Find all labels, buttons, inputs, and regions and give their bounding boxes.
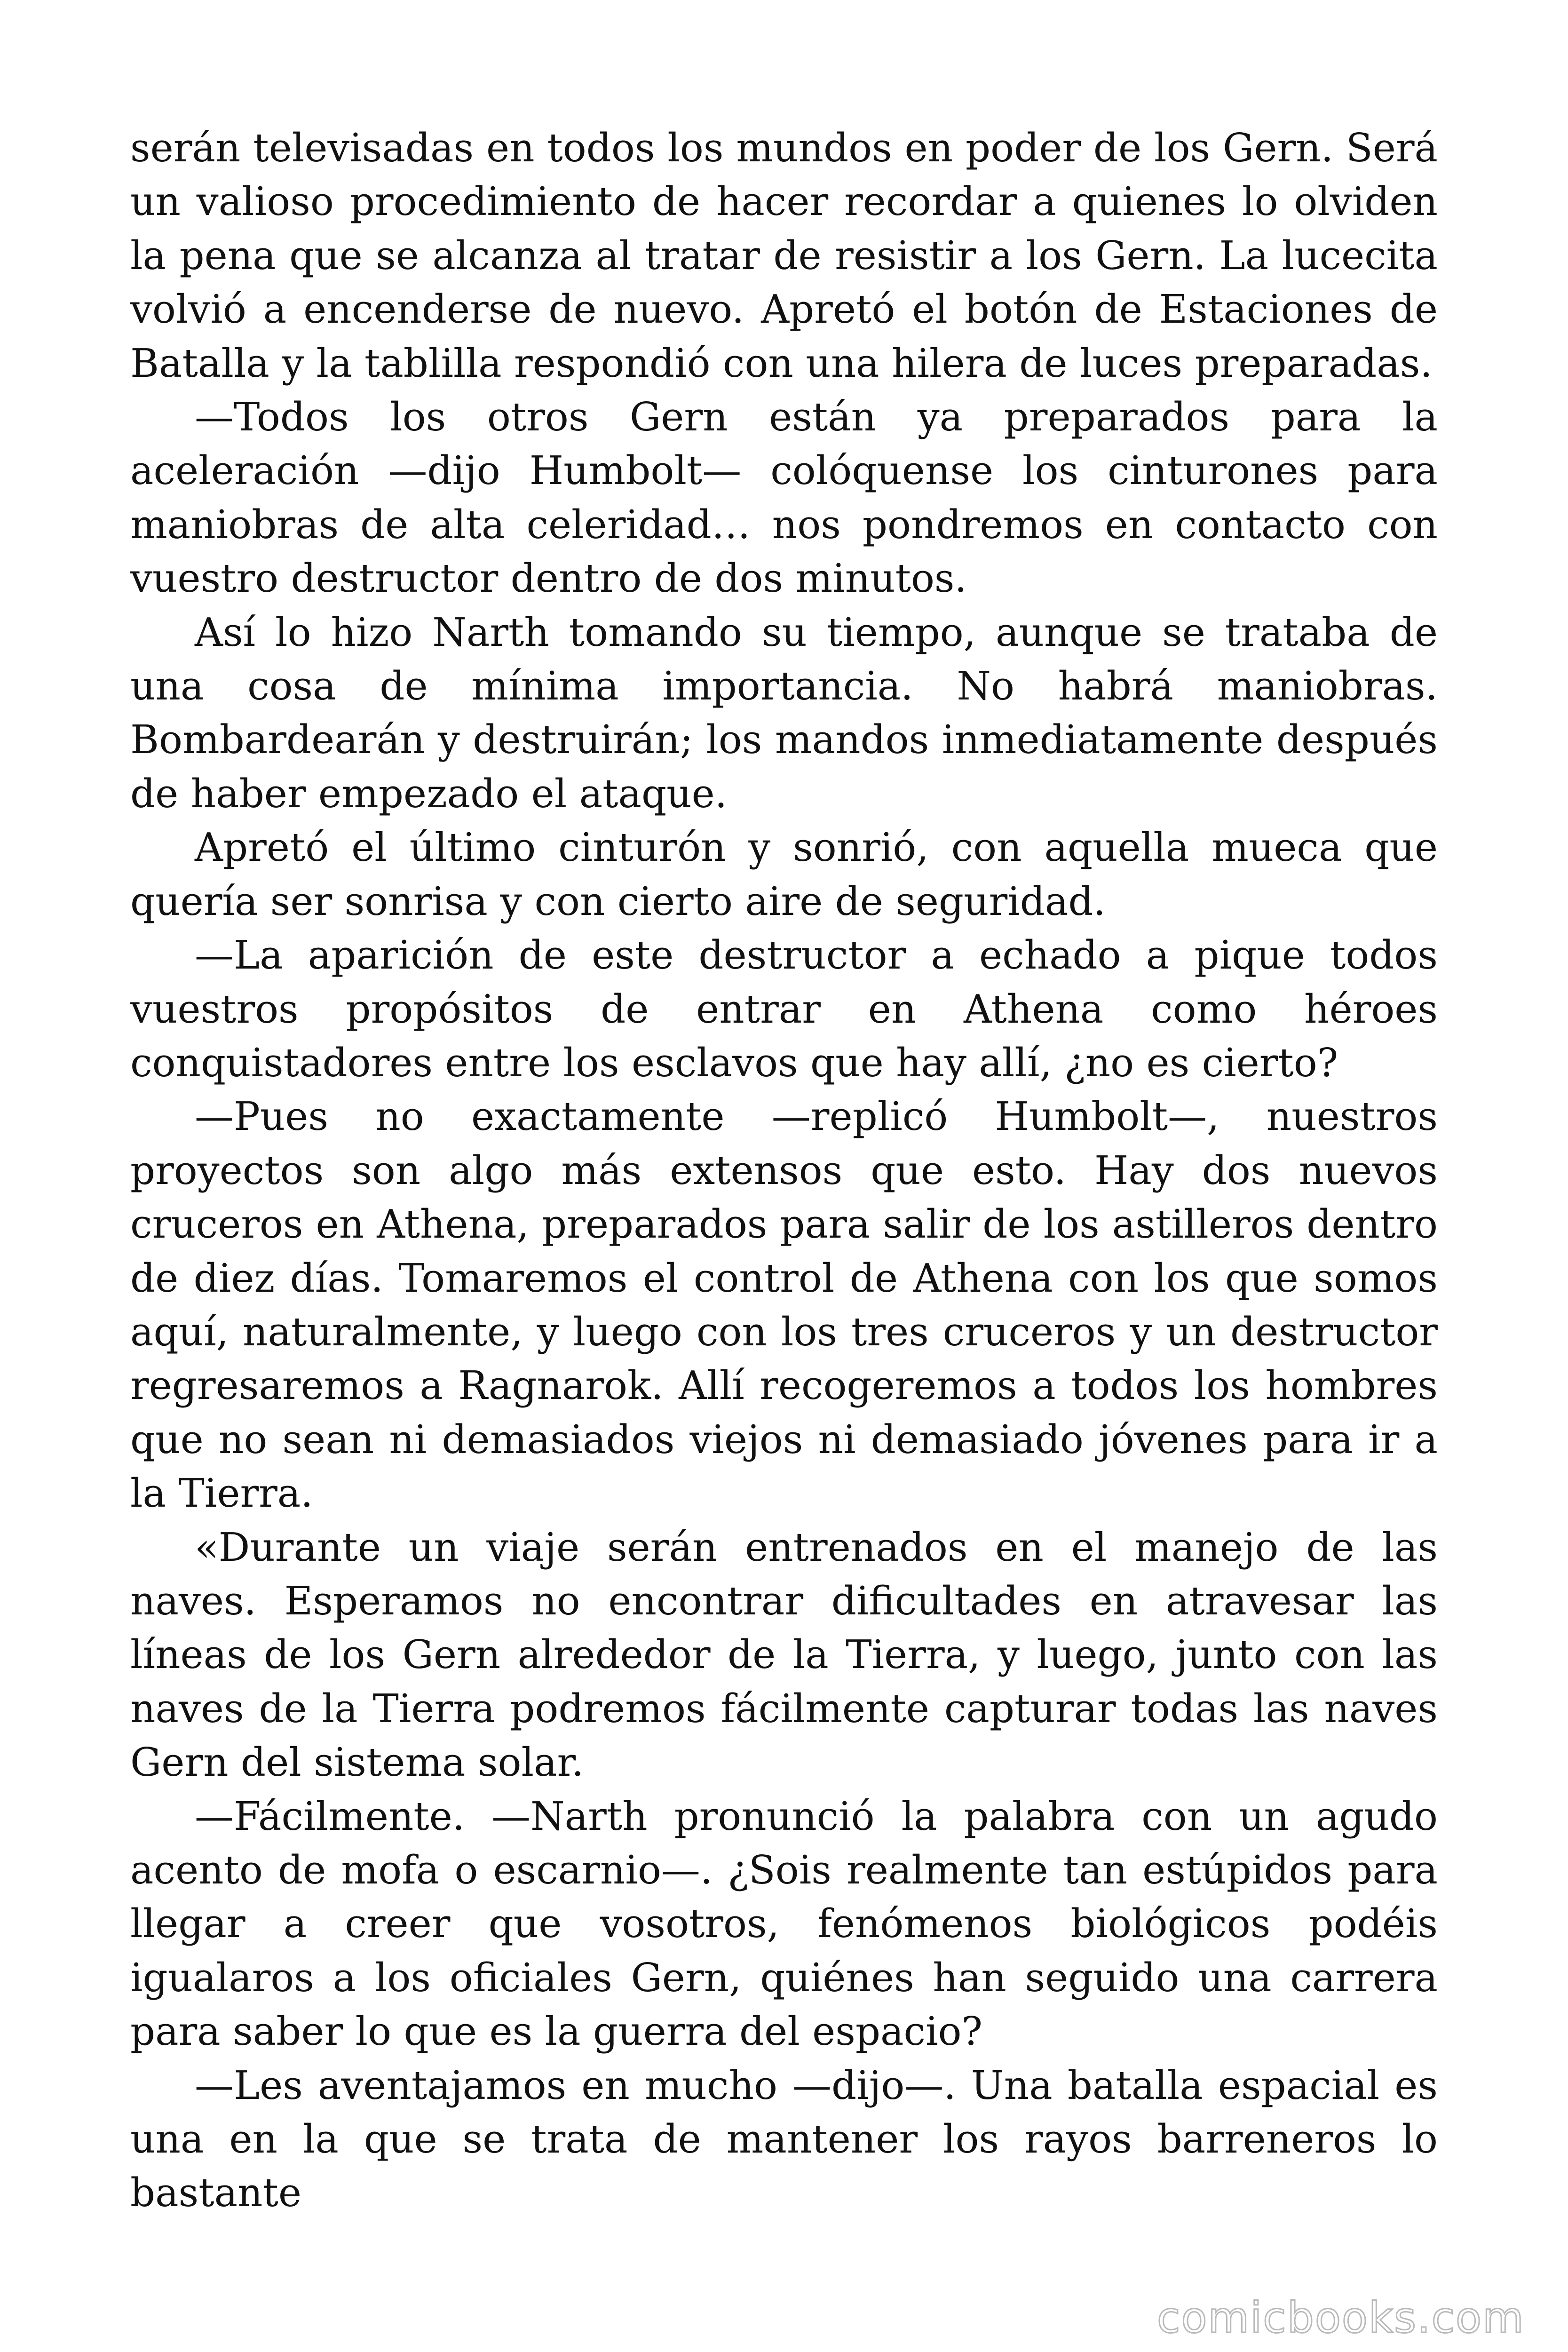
watermark: comicbooks.com (1157, 2293, 1525, 2343)
paragraph-1: serán televisadas en todos los mundos en poder de los Gern. Será un valioso procedimiento de hacer recordar a quienes lo olviden la pena que se alcanza al tratar de resistir a los Gern. La lucecita volvió a encenderse de nuevo. Apretó el botón de Estaciones de Batalla y la tablilla respondió con una hilera de luces preparadas. (130, 125, 1438, 386)
paragraph-9: —Les aventajamos en mucho —dijo—. Una batalla espacial es una en la que se trata de mantener los rayos barreneros lo bastante (130, 2062, 1438, 2216)
body-text (130, 121, 1438, 2220)
paragraph-7: «Durante un viaje serán entrenados en el manejo de las naves. Esperamos no encontrar dificultades en atravesar las líneas de los Gern alrededor de la Tierra, y luego, junto con las naves de la Tierra podremos fácilmente capturar todas las naves Gern del sistema solar. (130, 1524, 1438, 1786)
paragraph-5: —La aparición de este destructor a echado a pique todos vuestros propósitos de entrar en Athena como héroes conquistadores entre los esclavos que hay allí, ¿no es cierto? (130, 932, 1438, 1086)
paragraph-4: Apretó el último cinturón y sonrió, con aquella mueca que quería ser sonrisa y con cierto aire de seguridad. (130, 825, 1438, 924)
paragraph-3: Así lo hizo Narth tomando su tiempo, aunque se trataba de una cosa de mínima importancia. No habrá maniobras. Bombardearán y destruirán; los mandos inmediatamente después de haber empezado el ataque. (130, 609, 1438, 817)
paragraph-2: —Todos los otros Gern están ya preparados para la aceleración —dijo Humbolt— colóquense los cinturones para maniobras de alta celeridad… nos pondremos en contacto con vuestro destructor dentro de dos minutos. (130, 394, 1438, 602)
paragraph-8: —Fácilmente. —Narth pronunció la palabra con un agudo acento de mofa o escarnio—. ¿Sois realmente tan estúpidos para llegar a creer que vosotros, fenómenos biológicos podéis igualaros a los oficiales Gern, quiénes han seguido una carrera para saber lo que es la guerra del espacio? (130, 1793, 1438, 2055)
paragraph-6: —Pues no exactamente —replicó Humbolt—, nuestros proyectos son algo más extensos que esto. Hay dos nuevos cruceros en Athena, preparados para salir de los astilleros dentro de diez días. Tomaremos el control de Athena con los que somos aquí, naturalmente, y luego con los tres cruceros y un destructor regresaremos a Ragnarok. Allí recogeremos a todos los hombres que no sean ni demasiados viejos ni demasiado jóvenes para ir a la Tierra. (130, 1094, 1438, 1517)
